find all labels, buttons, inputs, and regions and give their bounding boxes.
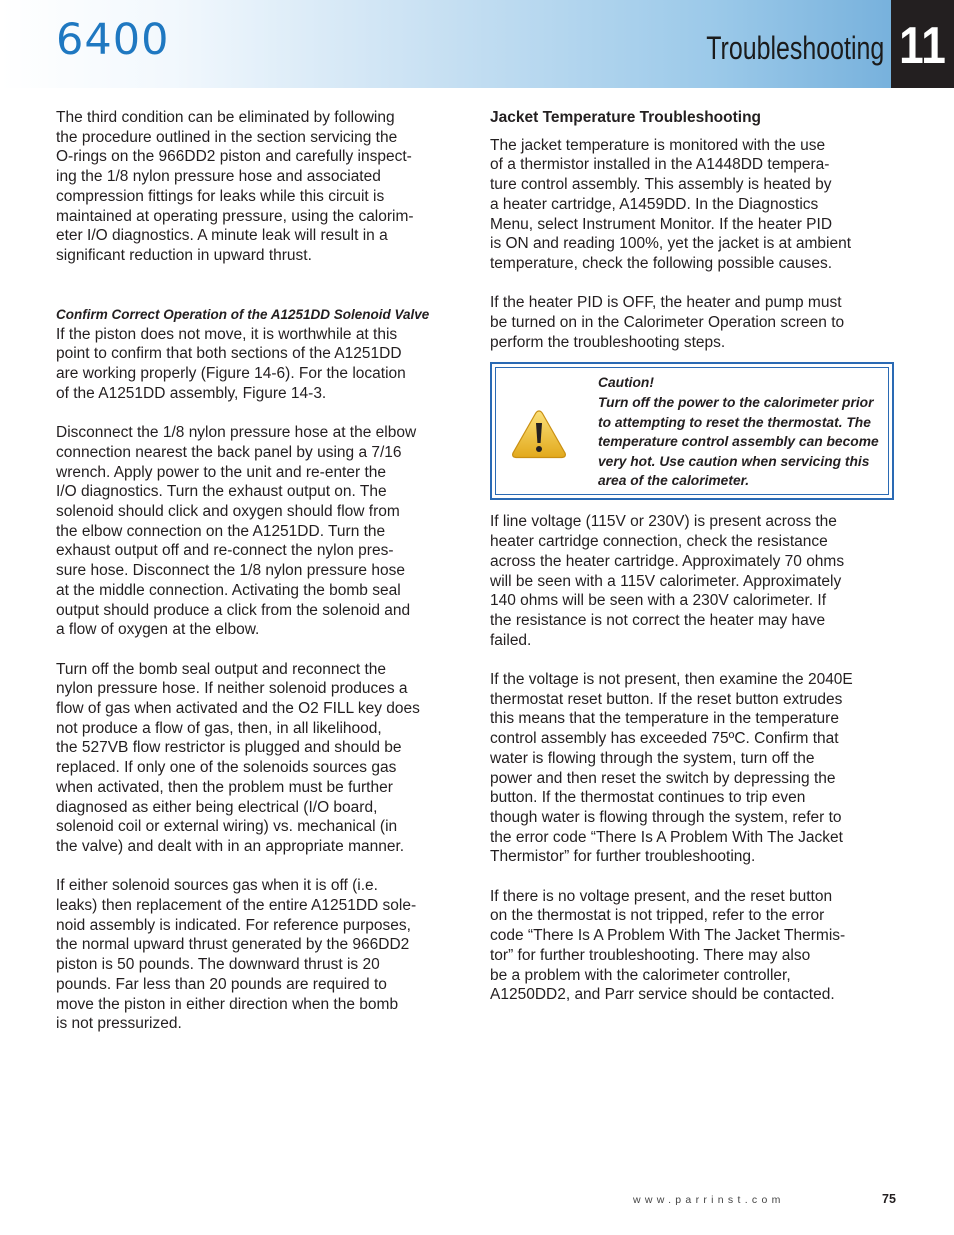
right-paragraph-5: If there is no voltage present, and the reset button on the thermostat is not tripped, refer to the error code “There Is A Problem With The Jacket Thermis- tor” for further troubleshooting. There may also be a problem with the calorimeter controller, A1250DD2, and Parr service should be contacted. bbox=[490, 887, 846, 1004]
caution-box bbox=[490, 362, 894, 500]
left-paragraph-4: Turn off the bomb seal output and reconnect the nylon pressure hose. If neither solenoid produces a flow of gas when activated and the O2 FILL key does not produce a flow of gas, then, in all likelihood, the 527VB flow restrictor is plugged and should be replaced. If only one of the solenoids sources gas when activated, then the problem must be further diagnosed as either being electrical (I/O board, solenoid coil or external wiring) vs. mechanical (in the valve) and dealt with in an appropriate manner. bbox=[56, 660, 420, 855]
left-paragraph-1: The third condition can be eliminated by following the procedure outlined in the section servicing the O-rings on the 966DD2 piston and carefully inspect- ing the 1/8 nylon pressure hose and associated compression fittings for leaks while this circuit is maintained at operating pressure, using the calorim- eter I/O diagnostics. A minute leak will result in a significant reduction in upward thrust. bbox=[56, 109, 414, 264]
caution-body: Turn off the power to the calorimeter prior to attempting to reset the thermostat. The temperature control assembly can become very hot. Use caution when servicing this area of the calorimeter. bbox=[598, 395, 879, 489]
page-header bbox=[0, 0, 954, 88]
caution-title: Caution! bbox=[598, 375, 654, 391]
right-column bbox=[490, 108, 900, 1005]
chapter-number-box bbox=[891, 0, 954, 88]
page-number: 75 bbox=[882, 1192, 896, 1206]
warning-triangle-icon bbox=[510, 408, 568, 460]
left-paragraph-3: Disconnect the 1/8 nylon pressure hose at the elbow connection nearest the back panel by using a 7/16 wrench. Apply power to the unit and re-enter the I/O diagnostics. Turn the exhaust output on. The solenoid should click and oxygen should flow from the elbow connection on the A1251DD. Turn the exhaust output off and re-connect the nylon pres- sure hose. Disconnect the 1/8 nylon pressure hose at the middle connection. Activating the bomb seal output should produce a click from the solenoid and a flow of oxygen at the elbow. bbox=[56, 424, 417, 639]
right-paragraph-2: If the heater PID is OFF, the heater and pump must be turned on in the Calorimeter Operation screen to perform the troubleshooting steps. bbox=[490, 294, 845, 351]
jacket-temperature-heading: Jacket Temperature Troubleshooting bbox=[490, 109, 762, 126]
right-paragraph-1: The jacket temperature is monitored with the use of a thermistor installed in the A1448DD tempera- ture control assembly. This assembly is heated by a heater cartridge, A1459DD. In the Diagnostics Menu, select Instrument Monitor. If the heater PID is ON and reading 100%, yet the jacket is at ambient temperature, check the following possible causes. bbox=[490, 136, 852, 272]
left-column bbox=[56, 108, 466, 1034]
left-paragraph-5: If either solenoid sources gas when it is off (i.e. leaks) then replacement of the entire A1251DD sole- noid assembly is indicated. For reference purposes, the normal upward thrust generated by the 966DD2 piston is 50 pounds. The downward thrust is 20 pounds. Far less than 20 pounds are required to move the piston in either direction when the bomb is not pressurized. bbox=[56, 877, 417, 1033]
solenoid-valve-subheading: Confirm Correct Operation of the A1251DD Solenoid Valve bbox=[56, 307, 430, 323]
caution-text bbox=[598, 373, 886, 491]
right-paragraph-4: If the voltage is not present, then examine the 2040E thermostat reset button. If the reset button extrudes this means that the temperature in the temperature control assembly has exceeded 75ºC. Confirm that water is flowing through the system, turn off the power and then reset the switch by depressing the button. If the thermostat continues to trip even though water is flowing through the system, refer to the error code “There Is A Problem With The Jacket Thermistor” for further troubleshooting. bbox=[490, 671, 853, 866]
chapter-number: 11 bbox=[899, 17, 946, 75]
section-title: Troubleshooting bbox=[705, 30, 884, 66]
right-paragraph-3: If line voltage (115V or 230V) is present across the heater cartridge connection, check the resistance across the heater cartridge. Approximately 70 ohms will be seen with a 115V calorimeter. Approximately 140 ohms will be seen with a 230V calorimeter. If the resistance is not correct the heater may have failed. bbox=[490, 513, 845, 649]
model-number: 6400 bbox=[56, 15, 170, 65]
footer-url: www.parrinst.com bbox=[633, 1194, 785, 1206]
left-paragraph-2: If the piston does not move, it is worthwhile at this point to confirm that both sections of the A1251DD are working properly (Figure 14-6). For the location of the A1251DD assembly, Figure 14-3. bbox=[56, 325, 406, 402]
